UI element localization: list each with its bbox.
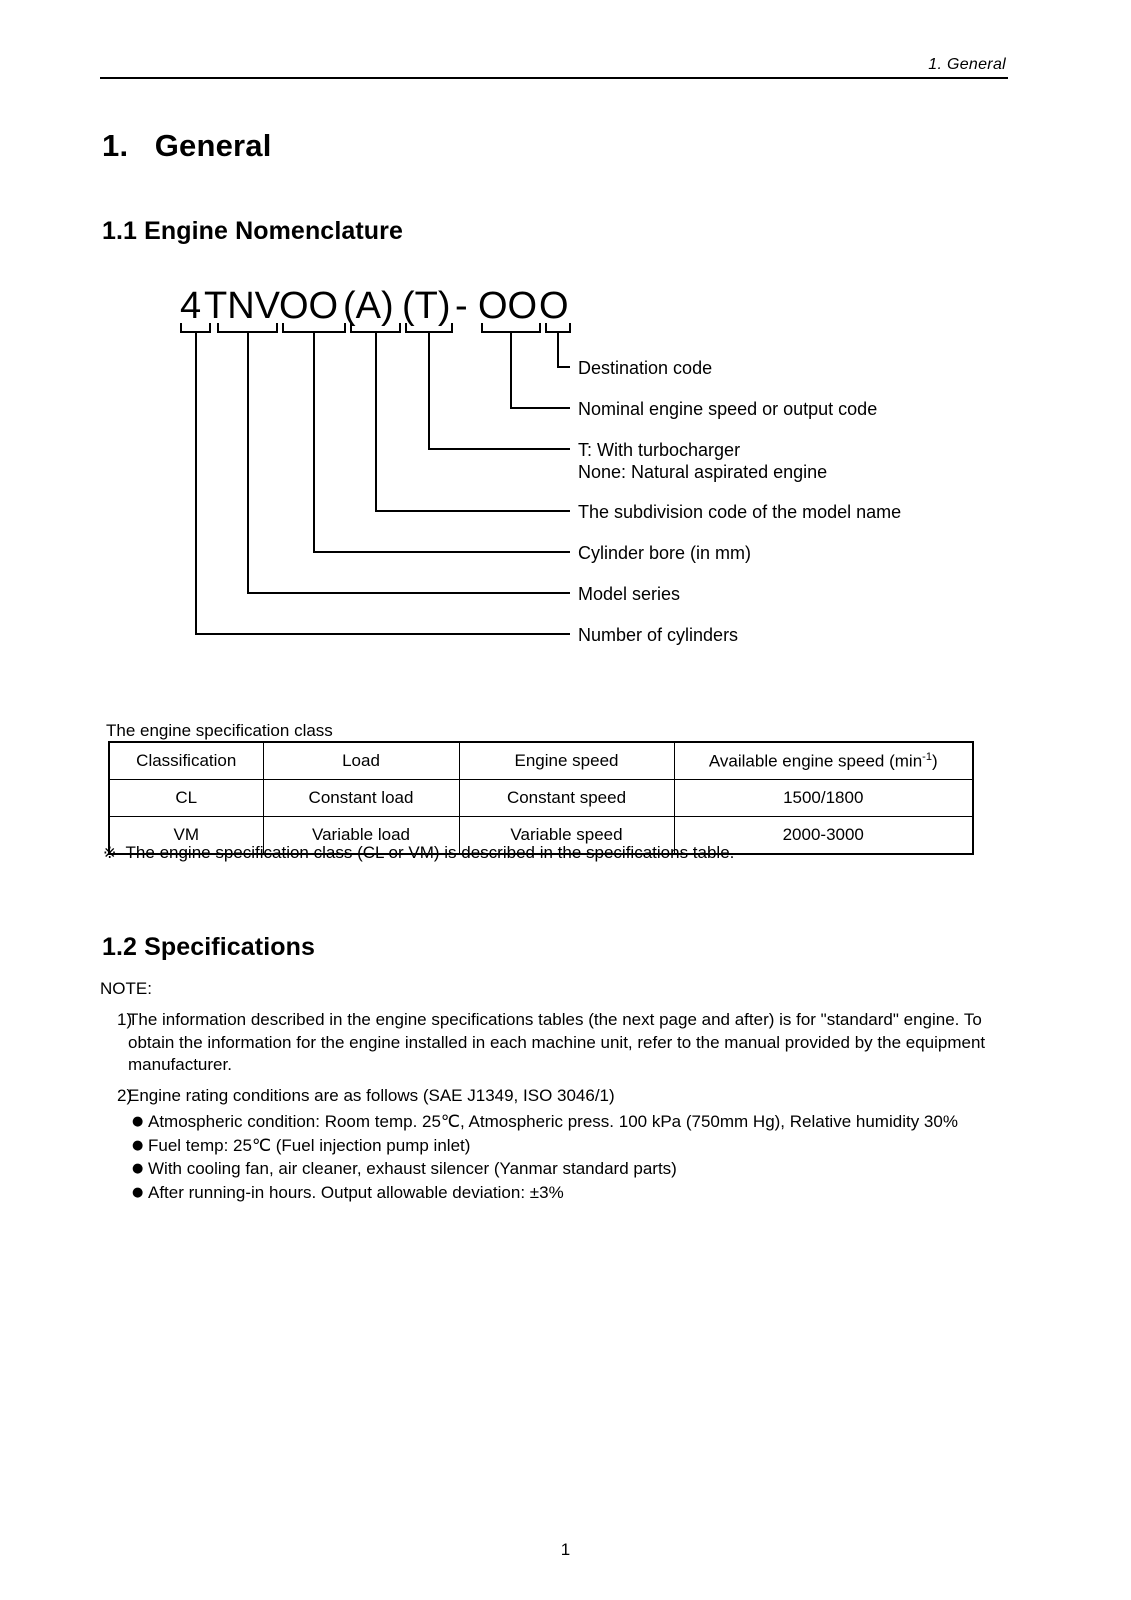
running-head-text: 1. General — [928, 56, 1006, 73]
notes-label: NOTE: — [100, 979, 152, 998]
available-speed-superscript: -1 — [922, 750, 932, 763]
bullet-icon: ● — [132, 1185, 144, 1201]
bullet-icon: ● — [132, 1137, 144, 1153]
callout-subdivision-code: The subdivision code of the model name — [578, 502, 902, 522]
bullet-icon: ● — [132, 1161, 144, 1177]
leader-model-series — [248, 332, 570, 593]
note-number: 1) — [117, 1009, 133, 1029]
cell-load: Constant load — [263, 780, 459, 817]
callout-cylinder-bore: Cylinder bore (in mm) — [578, 543, 752, 563]
cell-classification: VM — [109, 817, 263, 855]
spec-class-table-caption: The engine specification class — [106, 721, 333, 740]
note-body — [128, 1085, 1000, 1205]
column-header-engine-speed: Engine speed — [459, 742, 674, 780]
column-header-load: Load — [263, 742, 459, 780]
table-header-row — [109, 742, 973, 780]
callout-natural-aspirated: None: Natural aspirated engine — [578, 462, 828, 482]
chapter-heading: 1. General — [102, 128, 272, 163]
callout-turbocharger: T: With turbocharger — [578, 440, 741, 460]
specifications-notes — [100, 978, 1000, 1205]
bullet-icon: ● — [132, 1113, 144, 1129]
cell-available-engine-speed: 1500/1800 — [674, 780, 973, 817]
bullet-text: Fuel temp: 25℃ (Fuel injection pump inlet) — [148, 1135, 471, 1155]
header-rule — [100, 77, 1008, 79]
column-header-classification: Classification — [109, 742, 263, 780]
leader-turbocharger — [429, 332, 570, 449]
reference-mark-icon: ※ — [103, 843, 117, 862]
leader-nominal-speed — [511, 332, 570, 408]
note-body — [128, 1009, 1000, 1077]
column-header-available-engine-speed — [674, 742, 973, 780]
cell-engine-speed: Variable speed — [459, 817, 674, 855]
footnote-text: The engine specification class (CL or VM) is described in the specifications table. — [125, 843, 735, 862]
code-token-series: TNV — [204, 285, 280, 327]
callout-number-of-cylinders: Number of cylinders — [578, 625, 739, 645]
leader-lines — [196, 332, 570, 634]
cell-engine-speed: Constant speed — [459, 780, 674, 817]
available-speed-label: Available engine speed (min — [708, 751, 923, 771]
cell-available-engine-speed: 2000-3000 — [674, 817, 973, 855]
spec-class-table-footnote — [103, 843, 734, 863]
list-item — [128, 1111, 1000, 1134]
callout-labels — [578, 358, 901, 645]
leader-destination-code — [558, 332, 570, 367]
table-row — [109, 780, 973, 817]
note-item-2 — [100, 1085, 1000, 1205]
list-item — [128, 1158, 1000, 1181]
cell-load: Variable load — [263, 817, 459, 855]
engine-nomenclature-diagram — [100, 270, 1020, 670]
bullet-text: After running-in hours. Output allowable deviation: ±3% — [148, 1183, 564, 1203]
code-token-speed: OO — [478, 285, 538, 327]
model-code-tokens — [180, 285, 569, 327]
note-paragraph: The information described in the engine specifications tables (the next page and after) is for "standard" engine. To obtain the information for the engine installed in each machine unit, refer to the manual provided by the equipment manufacturer. — [128, 1009, 986, 1075]
bullet-text: With cooling fan, air cleaner, exhaust silencer (Yanmar standard parts) — [148, 1159, 677, 1179]
leader-number-of-cylinders — [196, 332, 570, 634]
note-paragraph: Engine rating conditions are as follows (SAE J1349, ISO 3046/1) — [128, 1086, 615, 1106]
available-speed-suffix: ) — [931, 751, 938, 771]
code-token-subdivision: (A) — [343, 285, 394, 327]
code-token-turbo: (T) — [402, 285, 451, 327]
leader-cylinder-bore — [314, 332, 570, 552]
callout-destination-code: Destination code — [578, 358, 713, 378]
code-token-separator: - — [455, 285, 468, 327]
rating-conditions-list — [128, 1111, 1000, 1205]
engine-specification-class-table — [108, 741, 974, 855]
code-token-cylinders: 4 — [180, 285, 202, 327]
page-number: 1 — [560, 1540, 571, 1559]
leader-subdivision-code — [376, 332, 570, 511]
bullet-text: Atmospheric condition: Room temp. 25℃, Atmospheric press. 100 kPa (750mm Hg), Relative humidity 30% — [148, 1111, 958, 1131]
note-item-1 — [100, 1009, 1000, 1077]
list-item — [128, 1135, 1000, 1158]
section-heading-engine-nomenclature: 1.1 Engine Nomenclature — [102, 217, 403, 245]
note-number: 2) — [117, 1086, 133, 1106]
list-item — [128, 1182, 1000, 1205]
code-token-bore: OO — [279, 285, 339, 327]
cell-classification: CL — [109, 780, 263, 817]
code-token-destination: O — [539, 285, 569, 327]
page-header — [100, 56, 1008, 79]
section-heading-specifications: 1.2 Specifications — [102, 933, 315, 961]
callout-model-series: Model series — [578, 584, 681, 604]
callout-nominal-speed: Nominal engine speed or output code — [578, 399, 878, 419]
